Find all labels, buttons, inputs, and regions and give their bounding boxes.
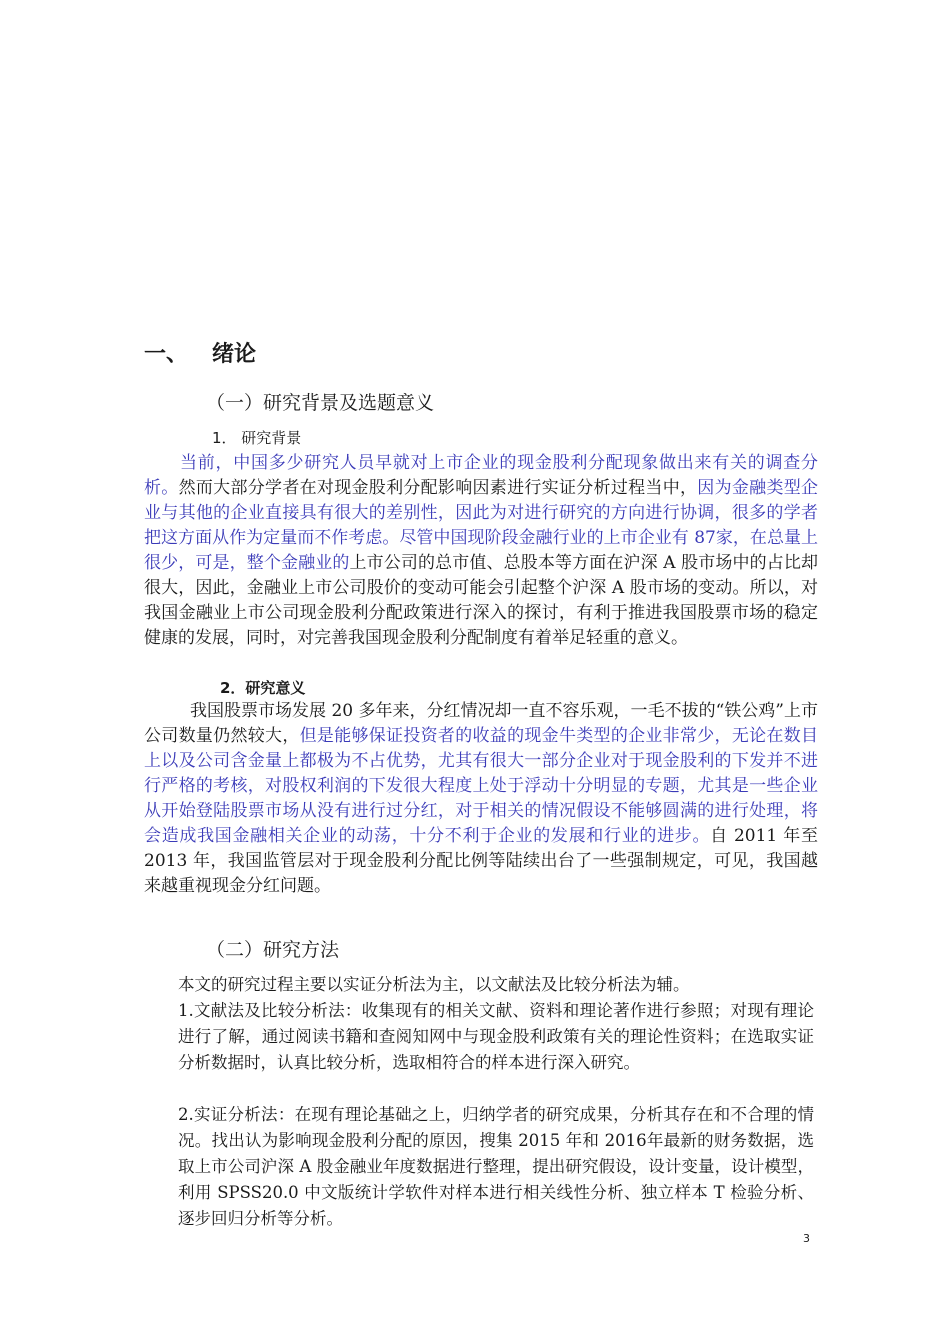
page-number: 3 (803, 1232, 810, 1245)
text-run-highlight: 但是能够保证投资者的收益的现金牛类型的企业非常少，无论在数目上以及公司含金量上都极为不占优势，尤其有很大一部分企业对于现金股利的下发并不进行严格的考核，对股权利润的下发很大程度上处于浮动十分明显的专题，尤其是一些企业从开始登陆股票市场从没有进行过分红，对于相关的情况假设不能够圆满的进行处理，将会造成我国金融相关企业的动荡，十分不利于企业的发展和行业的进步。 (144, 726, 819, 846)
chapter-title: 绪论 (212, 342, 257, 367)
subsection-heading-background: 1． 研究背景 (212, 429, 302, 447)
paragraph-background (144, 451, 818, 651)
chapter-number: 一、 (144, 342, 189, 367)
text-run: 我国股票市场发展 20 多年来，分红情况却一直不容乐观，一毛不拔的“铁公鸡”上市公司数量仍然较大， (144, 701, 818, 746)
subsection-heading-significance: 2．研究意义 (220, 679, 306, 697)
paragraph-methods-empirical: 2.实证分析法：在现有理论基础之上，归纳学者的研究成果，分析其存在和不合理的情况。找出认为影响现金股利分配的原因，搜集 2015 年和 2016年最新的财务数据，选取上市公司沪深 A 股金融业年度数据进行整理，提出研究假设，设计变量，设计模型，利用 SPSS20.0 中文版统计学软件对样本进行相关线性分析、独立样本 T 检验分析、逐步回归分析等分析。 (178, 1105, 814, 1228)
text-run: 然而大部分学者在对现金股利分配影响因素进行实证分析过程当中， (178, 478, 698, 498)
text-run-highlight: 当前，中国多少研究人员早就对上市企业的现金股利分配现象做出来有关的调查分析。 (144, 453, 818, 498)
section-heading-methods: （二）研究方法 (206, 939, 340, 961)
paragraph-significance (144, 699, 818, 899)
text-run-highlight: 因为金融类型企业与其他的企业直接具有很大的差别性，因此为对进行研究的方向进行协调，很多的学者把这方面从作为定量而不作考虑。尽管中国现阶段金融行业的上市企业有 87家，在总量上很少，可是，整个金融业的 (144, 478, 819, 573)
text-run: 自 2011 年至 2013 年，我国监管层对于现金股利分配比例等陆续出台了一些强制规定，可见，我国越来越重视现金分红问题。 (144, 826, 818, 896)
section-heading-background: （一）研究背景及选题意义 (206, 392, 435, 414)
paragraph-methods-intro: 本文的研究过程主要以实证分析法为主，以文献法及比较分析法为辅。 (178, 975, 690, 994)
chapter-heading (144, 337, 256, 368)
text-run: 上市公司的总市值、总股本等方面在沪深 A 股市场中的占比却很大，因此，金融业上市公司股价的变动可能会引起整个沪深 A 股市场的变动。所以，对我国金融业上市公司现金股利分配政策进行深入的探讨，有利于推进我国股票市场的稳定健康的发展，同时，对完善我国现金股利分配制度有着举足轻重的意义。 (144, 553, 818, 648)
paragraph-methods-literature: 1.文献法及比较分析法：收集现有的相关文献、资料和理论著作进行参照；对现有理论进行了解，通过阅读书籍和查阅知网中与现金股利政策有关的理论性资料；在选取实证分析数据时，认真比较分析，选取相符合的样本进行深入研究。 (178, 1001, 814, 1072)
